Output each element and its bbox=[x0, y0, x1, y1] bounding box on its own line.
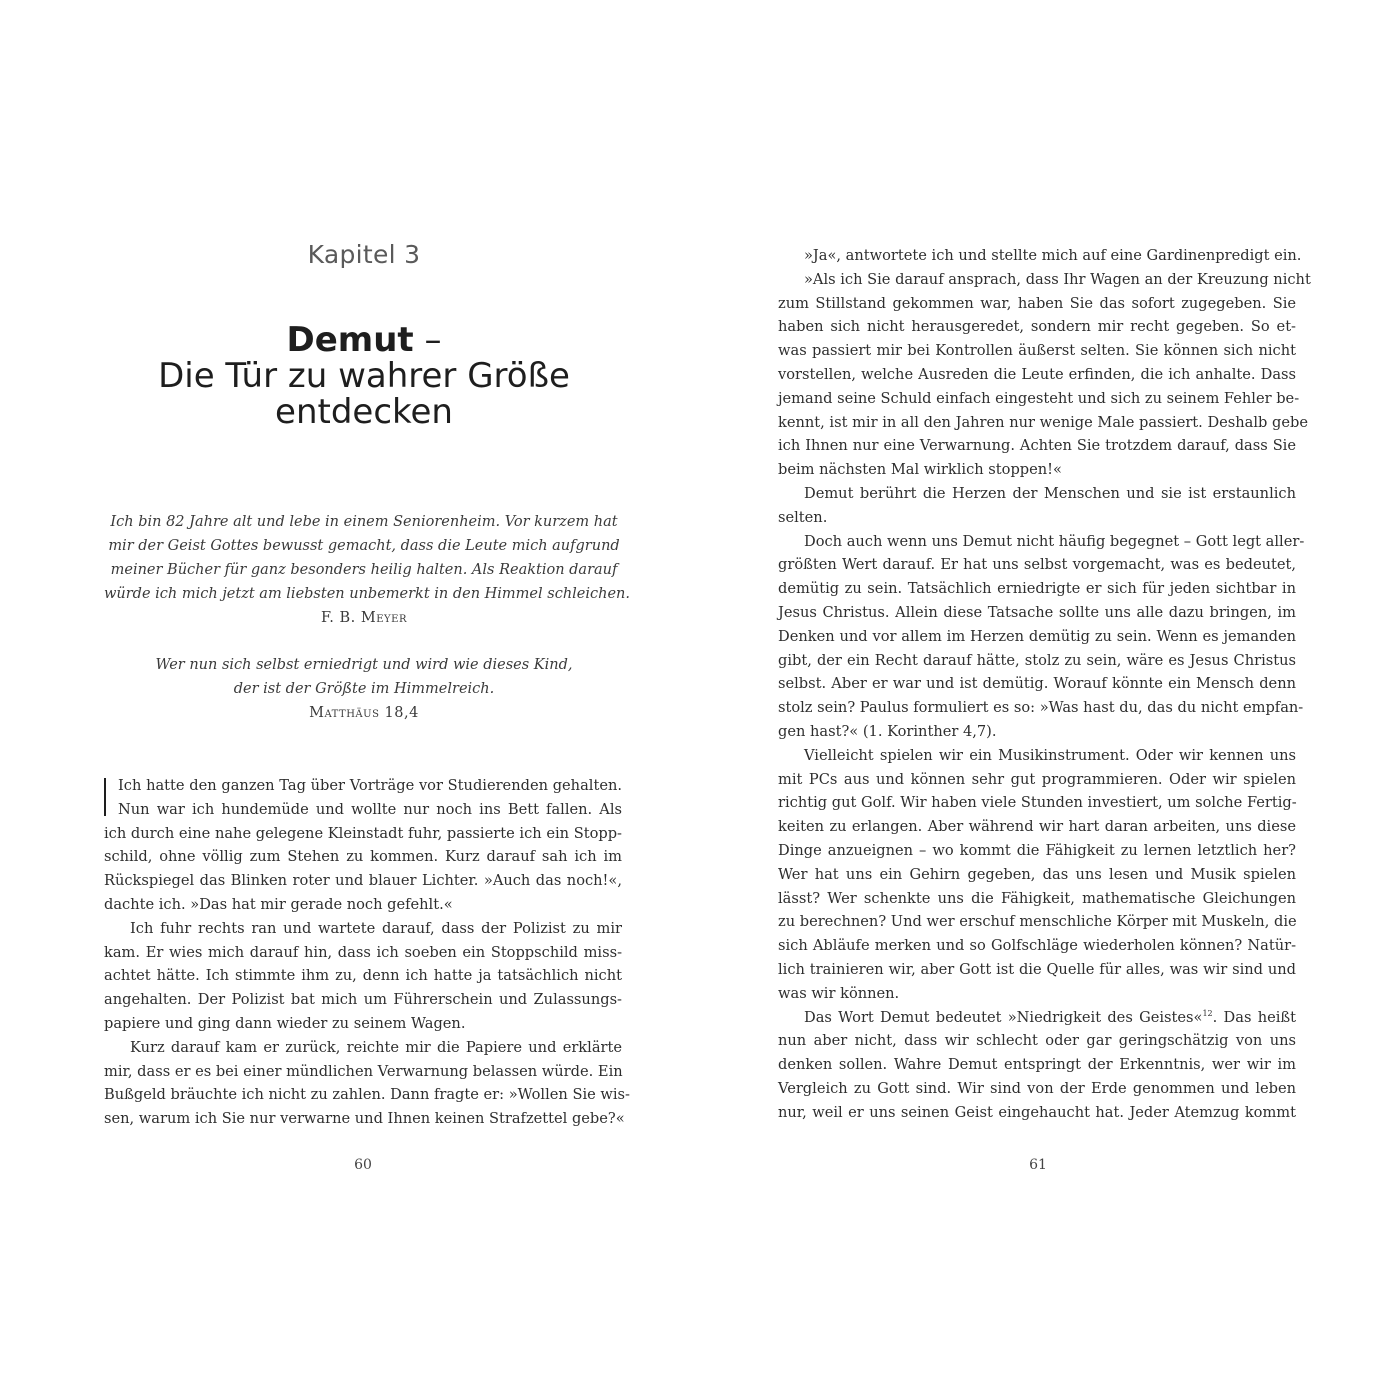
text-line: sich Abläufe merken und so Golfschläge wiederholen können? Natür- bbox=[778, 937, 1296, 955]
text-line: angehalten. Der Polizist bat mich um Führerschein und Zulassungs- bbox=[104, 991, 622, 1009]
text-line: Denken und vor allem im Herzen demütig zu sein. Wenn es jemanden bbox=[778, 627, 1296, 645]
epigraph-attribution: F. B. Meyer bbox=[321, 610, 407, 626]
epigraph-meyer bbox=[104, 510, 631, 630]
text-line: Ich fuhr rechts ran und wartete darauf, dass der Polizist zu mir bbox=[130, 919, 622, 937]
epigraph-line: der ist der Größte im Himmelreich. bbox=[233, 681, 495, 697]
text-line: Rückspiegel das Blinken roter und blauer Lichter. »Auch das noch!«, bbox=[104, 872, 622, 890]
text-line: »Ja«, antwortete ich und stellte mich auf eine Gardinenpredigt ein. bbox=[804, 247, 1302, 264]
text-line: selbst. Aber er war und ist demütig. Worauf könnte ein Mensch denn bbox=[778, 675, 1296, 693]
chapter-title-line-1 bbox=[104, 322, 624, 358]
epigraph-line: Wer nun sich selbst erniedrigt und wird wie dieses Kind, bbox=[155, 657, 573, 673]
text-line: größten Wert darauf. Er hat uns selbst vorgemacht, was es bedeutet, bbox=[778, 556, 1296, 574]
text-line: denken sollen. Wahre Demut entspringt der Erkenntnis, wer wir im bbox=[778, 1056, 1296, 1074]
text-line: ich durch eine nahe gelegene Kleinstadt fuhr, passierte ich ein Stopp- bbox=[104, 824, 622, 842]
text-line: nun aber nicht, dass wir schlecht oder gar geringschätzig von uns bbox=[778, 1032, 1296, 1050]
text-line: keiten zu erlangen. Aber während wir hart daran arbeiten, uns diese bbox=[778, 818, 1296, 836]
text-line: selten. bbox=[778, 508, 828, 526]
text-line: dachte ich. »Das hat mir gerade noch gefehlt.« bbox=[104, 895, 453, 913]
chapter-label: Kapitel 3 bbox=[307, 240, 421, 269]
text-line: haben sich nicht herausgeredet, sondern mir recht gegeben. So et- bbox=[778, 318, 1296, 336]
epigraph-line: würde ich mich jetzt am liebsten unbemerkt in den Himmel schleichen. bbox=[104, 586, 631, 602]
text-segment: . Das heißt bbox=[1212, 1008, 1297, 1026]
text-line: Bußgeld bräuchte ich nicht zu zahlen. Dann fragte er: »Wollen Sie wis- bbox=[104, 1086, 630, 1104]
text-line: Jesus Christus. Allein diese Tatsache sollte uns alle dazu bringen, im bbox=[778, 603, 1296, 621]
chapter-title-bold: Demut bbox=[286, 320, 414, 360]
text-line: zum Stillstand gekommen war, haben Sie das sofort zugegeben. Sie bbox=[778, 294, 1296, 312]
text-line: gen hast?« (1. Korinther 4,7). bbox=[778, 722, 997, 740]
text-line: Nun war ich hundemüde und wollte nur noch ins Bett fallen. Als bbox=[118, 800, 622, 818]
left-body-text bbox=[104, 774, 630, 1131]
text-line: Ich hatte den ganzen Tag über Vorträge vor Studierenden gehalten. bbox=[118, 777, 622, 794]
text-line: demütig zu sein. Tatsächlich erniedrigte er sich für jeden sichtbar in bbox=[778, 580, 1296, 598]
text-line: vorstellen, welche Ausreden die Leute erfinden, die ich anhalte. Dass bbox=[778, 365, 1296, 383]
text-line: beim nächsten Mal wirklich stoppen!« bbox=[778, 461, 1062, 479]
text-line: Demut berührt die Herzen der Menschen und sie ist erstaunlich bbox=[804, 484, 1296, 502]
epigraph-line: Ich bin 82 Jahre alt und lebe in einem Seniorenheim. Vor kurzem hat bbox=[110, 514, 618, 530]
text-segment: Das Wort Demut bedeutet »Niedrigkeit des Geistes« bbox=[804, 1008, 1203, 1026]
text-line bbox=[778, 1006, 1296, 1030]
epigraph-matthew bbox=[104, 653, 624, 725]
text-line: achtet hätte. Ich stimmte ihm zu, denn ich hatte ja tatsächlich nicht bbox=[104, 967, 622, 985]
drop-cap-marker bbox=[104, 778, 106, 816]
text-line: mir, dass er es bei einer mündlichen Verwarnung belassen würde. Ein bbox=[104, 1062, 623, 1080]
text-line: gibt, der ein Recht darauf hätte, stolz zu sein, wäre es Jesus Christus bbox=[778, 651, 1296, 669]
text-line: ich Ihnen nur eine Verwarnung. Achten Sie trotzdem darauf, dass Sie bbox=[778, 437, 1296, 455]
epigraph-line: meiner Bücher für ganz besonders heilig halten. Als Reaktion darauf bbox=[110, 562, 618, 578]
chapter-title-dash: – bbox=[413, 320, 442, 360]
text-line: Vielleicht spielen wir ein Musikinstrument. Oder wir kennen uns bbox=[804, 746, 1296, 764]
text-line: was passiert mir bei Kontrollen äußerst selten. Sie können sich nicht bbox=[778, 342, 1296, 360]
text-line: lässt? Wer schenkte uns die Fähigkeit, mathematische Gleichungen bbox=[778, 889, 1296, 907]
text-line: papiere und ging dann wieder zu seinem Wagen. bbox=[104, 1014, 466, 1032]
text-line: nur, weil er uns seinen Geist eingehaucht hat. Jeder Atemzug kommt bbox=[778, 1103, 1296, 1121]
text-line: kam. Er wies mich darauf hin, dass ich soeben ein Stoppschild miss- bbox=[104, 943, 622, 961]
page-number-right: 61 bbox=[1029, 1157, 1047, 1173]
text-line: mit PCs aus und können sehr gut programmieren. Oder wir spielen bbox=[778, 770, 1296, 788]
chapter-title-line-2: Die Tür zu wahrer Größe bbox=[158, 356, 570, 396]
right-body-text bbox=[778, 244, 1311, 1124]
epigraph-attribution: Matthäus 18,4 bbox=[309, 705, 419, 721]
text-line: jemand seine Schuld einfach eingesteht und sich zu seinem Fehler be- bbox=[778, 389, 1300, 407]
text-line: richtig gut Golf. Wir haben viele Stunden investiert, um solche Fertig- bbox=[778, 794, 1297, 812]
text-line: Kurz darauf kam er zurück, reichte mir die Papiere und erklärte bbox=[130, 1038, 622, 1056]
chapter-title-line-3: entdecken bbox=[275, 392, 453, 432]
chapter-title bbox=[104, 322, 624, 430]
text-line: zu berechnen? Und wer erschuf menschliche Körper mit Muskeln, die bbox=[778, 913, 1297, 931]
text-line: was wir können. bbox=[778, 984, 900, 1002]
text-line: Dinge anzueignen – wo kommt die Fähigkeit zu lernen letztlich her? bbox=[778, 841, 1296, 859]
text-line: Wer hat uns ein Gehirn gegeben, das uns lesen und Musik spielen bbox=[778, 865, 1296, 883]
text-line: schild, ohne völlig zum Stehen zu kommen. Kurz darauf sah ich im bbox=[104, 848, 622, 866]
text-line: »Als ich Sie darauf ansprach, dass Ihr Wagen an der Kreuzung nicht bbox=[804, 270, 1311, 288]
page-number-left: 60 bbox=[354, 1157, 372, 1173]
text-line: lich trainieren wir, aber Gott ist die Quelle für alles, was wir sind und bbox=[778, 960, 1296, 978]
text-line: sen, warum ich Sie nur verwarne und Ihnen keinen Strafzettel gebe?« bbox=[104, 1110, 625, 1128]
epigraph-line: mir der Geist Gottes bewusst gemacht, dass die Leute mich aufgrund bbox=[108, 538, 620, 554]
text-line: Doch auch wenn uns Demut nicht häufig begegnet – Gott legt aller- bbox=[804, 532, 1305, 550]
text-line: kennt, ist mir in all den Jahren nur wenige Male passiert. Deshalb gebe bbox=[778, 413, 1308, 431]
text-line: Vergleich zu Gott sind. Wir sind von der Erde genommen und leben bbox=[778, 1079, 1296, 1097]
footnote-reference[interactable]: 12 bbox=[1202, 1008, 1213, 1018]
text-line: stolz sein? Paulus formuliert es so: »Was hast du, das du nicht empfan- bbox=[778, 699, 1304, 717]
